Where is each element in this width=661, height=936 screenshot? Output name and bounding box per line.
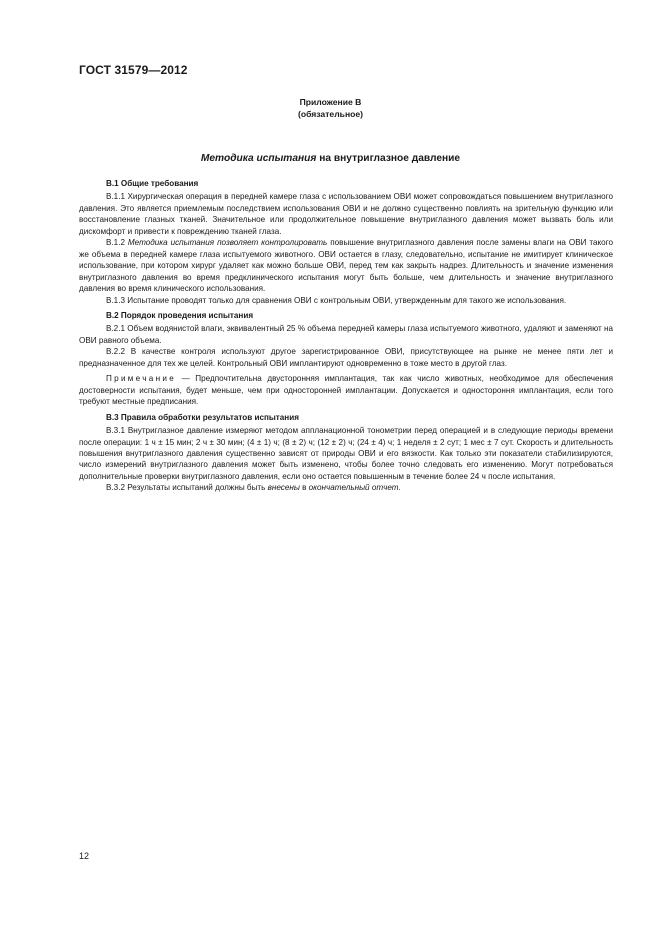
paragraph-b1-3: В.1.3 Испытание проводят только для сравнения ОВИ с контрольным ОВИ, утвержденным для такого же использования. xyxy=(106,295,567,305)
paragraph-text: . xyxy=(398,483,401,493)
italic-text: Методика испытания позволяет контролировать xyxy=(127,238,328,248)
annex-title: Приложение В xyxy=(299,97,362,107)
note-text: — Предпочтительна двусторонняя имплантация, так как число животных, необходимое для обеспечения достоверности испытания, будет меньше, чем при односторонней имплантации. Допускается и одностороння имплантация, если того требуют местные предписания. xyxy=(79,374,613,407)
page-number: 12 xyxy=(79,851,90,861)
paragraph-text: в xyxy=(299,483,309,493)
paragraph-b1-1: В.1.1 Хирургическая операция в передней камере глаза с использованием ОВИ может сопровождаться повышением внутриглазного давления. Это является приемлемым последствием использования ОВИ и не должно существенно повлиять на зрительную функцию или восстановление глазных тканей. Значительное или продолжительное повышение внутриглазного давления может вызвать боль или дискомфорт и привести к повреждению тканей глаза. xyxy=(79,192,613,236)
paragraph-b2-2: В.2.2 В качестве контроля используют другое зарегистрированное ОВИ, присутствующее на рынке не менее пяти лет и предназначенное для тех же целей. Контрольный ОВИ имплантируют одновременно в тоже место в другой глаз. xyxy=(79,347,613,368)
annex-heading xyxy=(0,97,661,120)
title-italic: Методика испытания xyxy=(200,153,317,164)
italic-text: внесены xyxy=(267,483,300,493)
note-label: Примечание xyxy=(106,374,177,384)
paragraph-text: В.3.2 Результаты испытаний должны быть xyxy=(106,483,268,493)
section-heading-b3: В.3 Правила обработки результатов испытания xyxy=(106,412,299,422)
document-body xyxy=(79,178,613,494)
paragraph-b1-2 xyxy=(79,237,613,294)
note xyxy=(79,373,613,407)
italic-text: окончательный отчет xyxy=(308,483,399,493)
paragraph-text: повышение внутриглазного давления после замены влаги на ОВИ такого же объема в передней камере глаза испытуемого животного. ОВИ остается в глазу, следовательно, испытание не имитирует клиническое использование, при котором хирург удаляет как можно больше ОВИ, перед тем как закрыть надрез. Длительность и значение изменения внутриглазного давления во время предклинического испытания могут быть больше, чем длительность и значение внутриглазного давления во время клинического использования. xyxy=(79,238,613,294)
paragraph-number: В.1.2 xyxy=(106,238,128,248)
paragraph-b2-1: В.2.1 Объем водянистой влаги, эквивалентный 25 % объема передней камеры глаза испытуемого животного, удаляют и заменяют на ОВИ равного объема. xyxy=(79,324,613,345)
title-rest: на внутриглазное давление xyxy=(316,153,461,164)
document-header: ГОСТ 31579—2012 xyxy=(79,63,188,77)
section-title xyxy=(0,153,661,164)
paragraph-b3-1: В.3.1 Внутриглазное давление измеряют методом аппланационной тонометрии перед операцией и в следующие периоды времени после операции: 1 ч ± 15 мин; 2 ч ± 30 мин; (4 ± 1) ч; (8 ± 2) ч; (12 ± 2) ч; (24 ± 4) ч; 1 неделя ± 2 сут; 1 мес ± 7 сут. Скорость и длительность повышения внутриглазного давления существенно зависят от природы ОВИ и его вязкости. Как только эти показатели стабилизируются, число измерений внутриглазного давления может быть изменено, чтобы более точно следовать его изменению. Могут потребоваться дополнительные проверки внутриглазного давления, если оно остается повышенным в течение более 24 ч после испытания. xyxy=(79,426,613,481)
annex-status: (обязательное) xyxy=(297,108,364,119)
paragraph-b3-2 xyxy=(79,482,613,493)
section-heading-b1: В.1 Общие требования xyxy=(106,179,199,188)
section-heading-b2: В.2 Порядок проведения испытания xyxy=(106,310,254,320)
